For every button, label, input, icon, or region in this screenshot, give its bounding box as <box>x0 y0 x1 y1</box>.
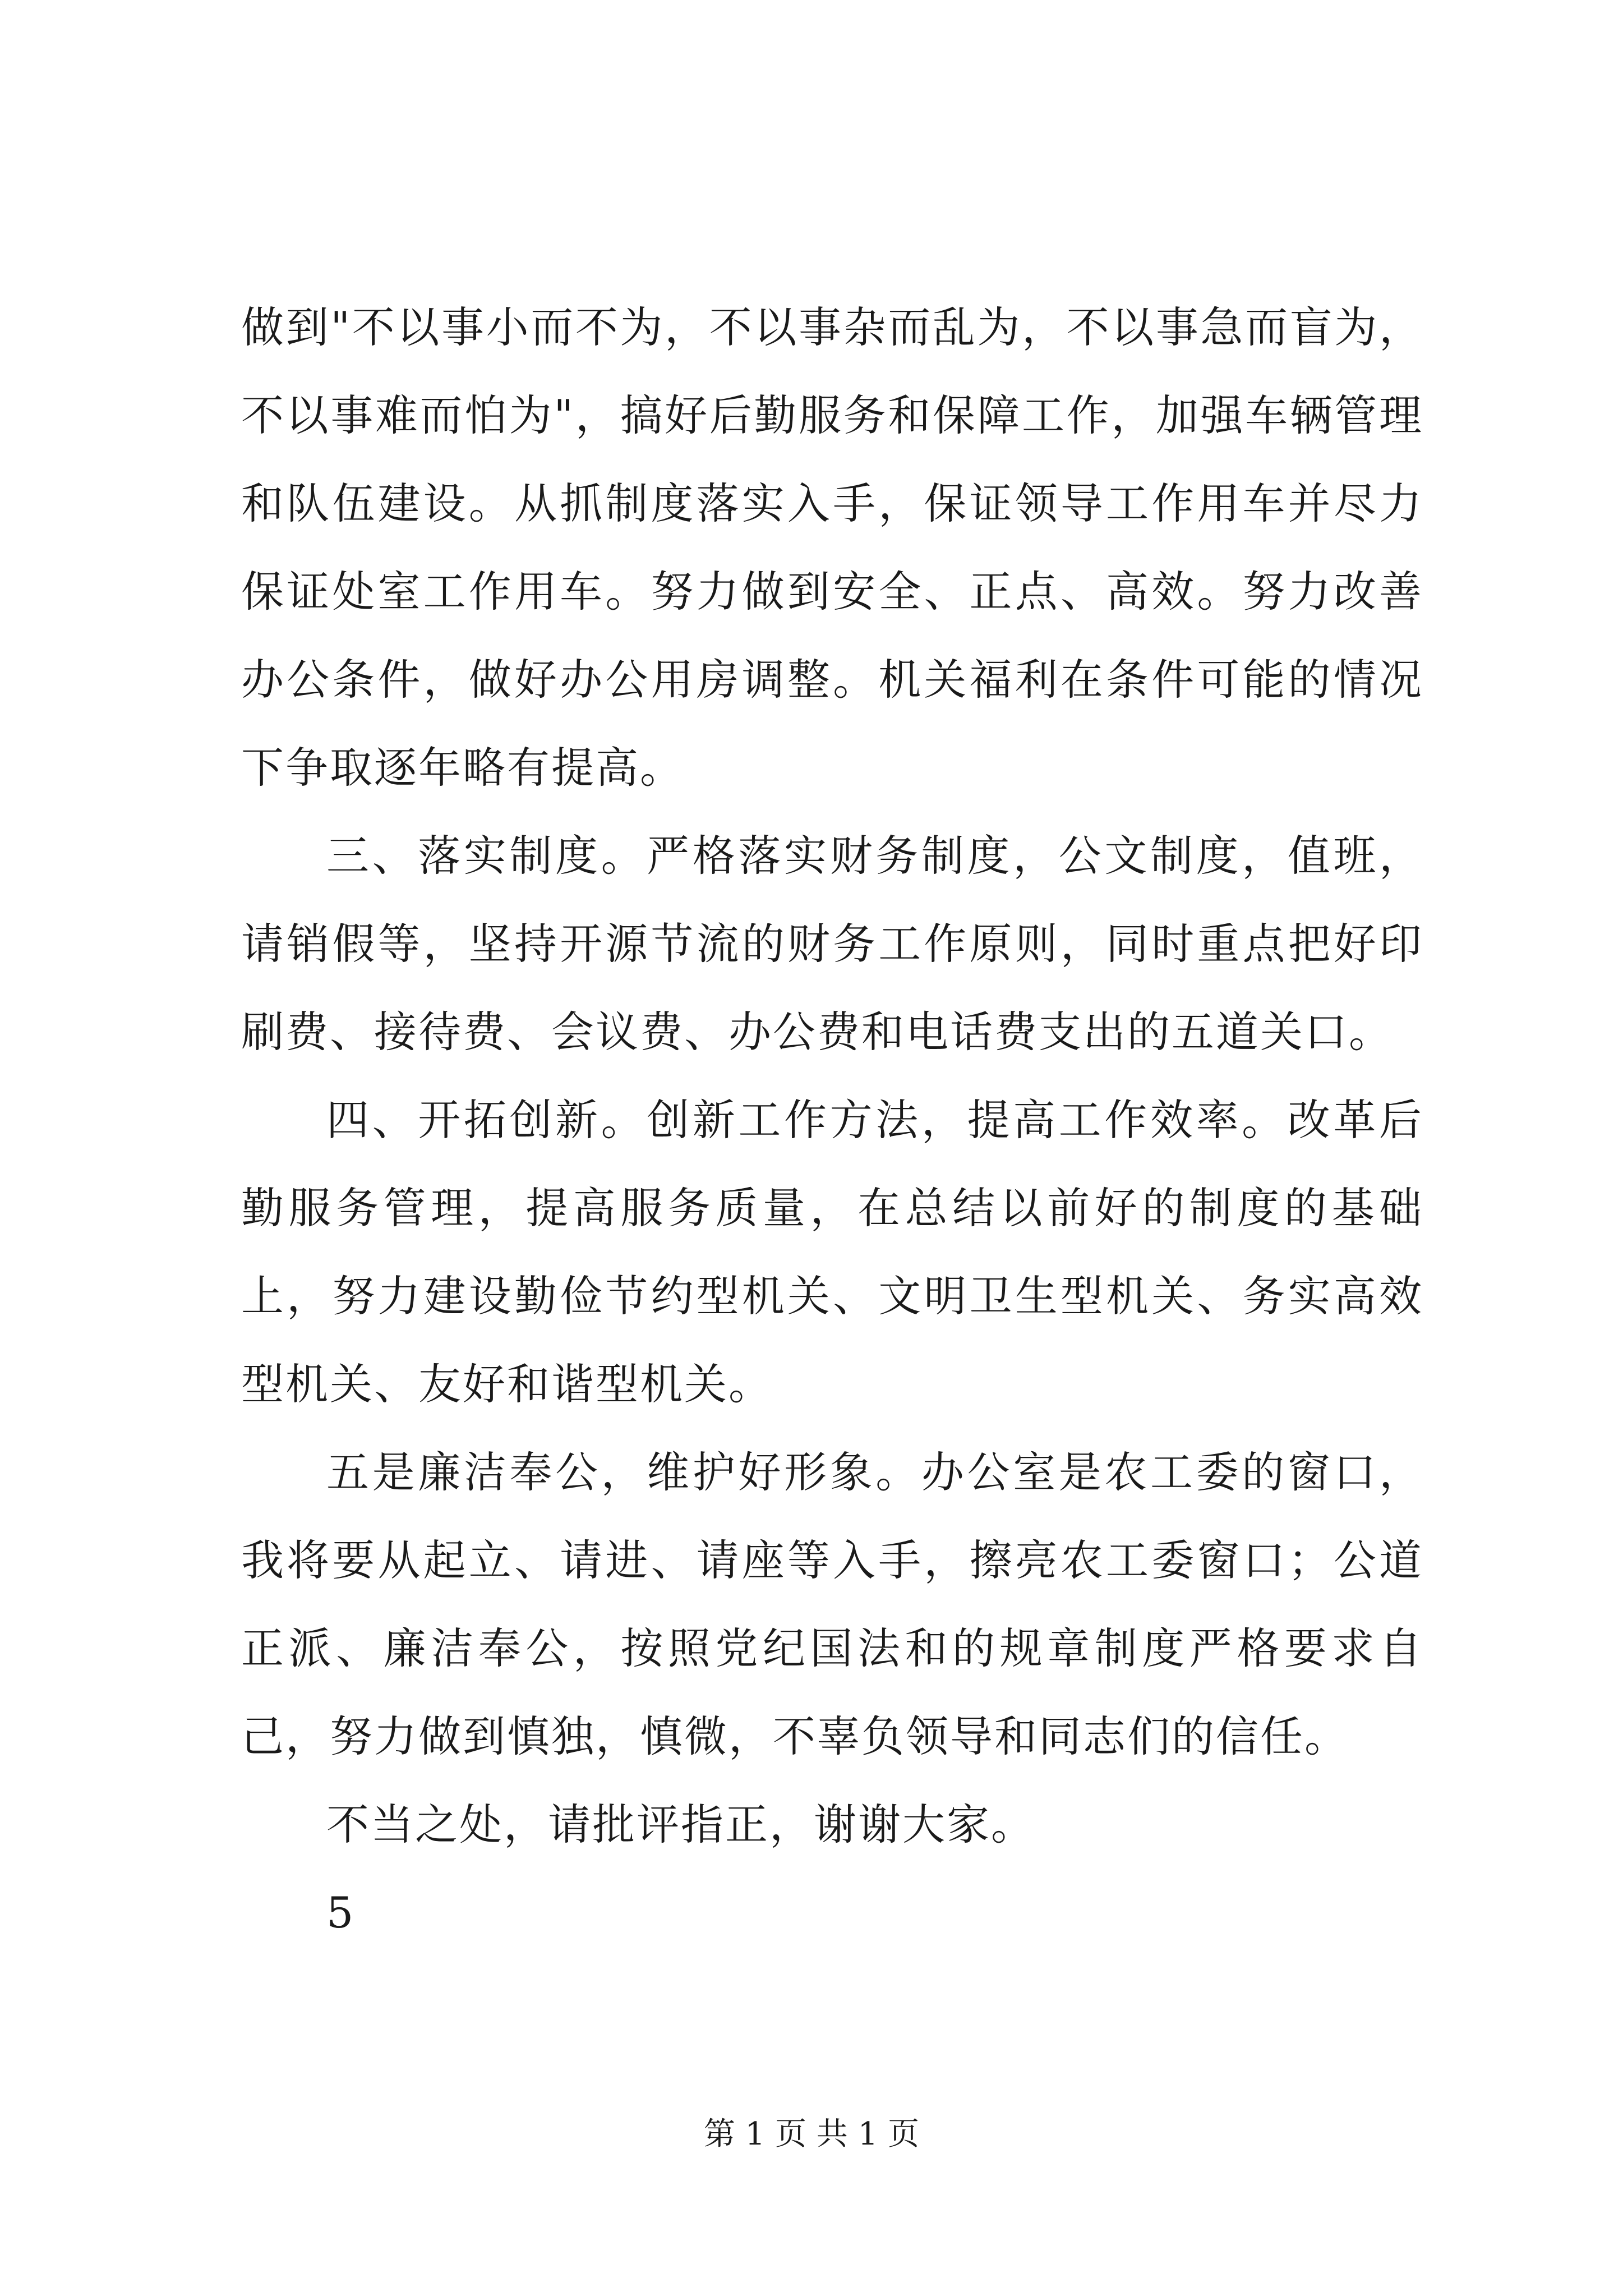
paragraph-number: 5 <box>326 1888 356 1938</box>
page-footer: 第 1 页 共 1 页 <box>703 2116 920 2152</box>
paragraph-innovation: 四、开拓创新。创新工作方法，提高工作效率。改革后勤服务管理，提高服务质量，在总结以前好的制度的基础上，努力建设勤俭节约型机关、文明卫生型机关、务实高效型机关、友好和谐型机关。 <box>241 1095 1423 1409</box>
paragraph-closing: 不当之处，请批评指正，谢谢大家。 <box>326 1800 1035 1849</box>
paragraph-implement-system: 三、落实制度。严格落实财务制度，公文制度，值班，请销假等，坚持开源节流的财务工作原则，同时重点把好印刷费、接待费、会议费、办公费和电话费支出的五道关口。 <box>241 831 1423 1057</box>
document-body <box>241 283 1423 1957</box>
paragraph-integrity: 五是廉洁奉公，维护好形象。办公室是农工委的窗口，我将要从起立、请进、请座等入手，擦亮农工委窗口；公道正派、廉洁奉公，按照党纪国法和的规章制度严格要求自己，努力做到慎独，慎微，不辜负领导和同志们的信任。 <box>241 1447 1423 1761</box>
paragraph-continuation: 做到"不以事小而不为，不以事杂而乱为，不以事急而盲为，不以事难而怕为"，搞好后勤服务和保障工作，加强车辆管理和队伍建设。从抓制度落实入手，保证领导工作用车并尽力保证处室工作用车。努力做到安全、正点、高效。努力改善办公条件，做好办公用房调整。机关福利在条件可能的情况下争取逐年略有提高。 <box>241 302 1423 793</box>
